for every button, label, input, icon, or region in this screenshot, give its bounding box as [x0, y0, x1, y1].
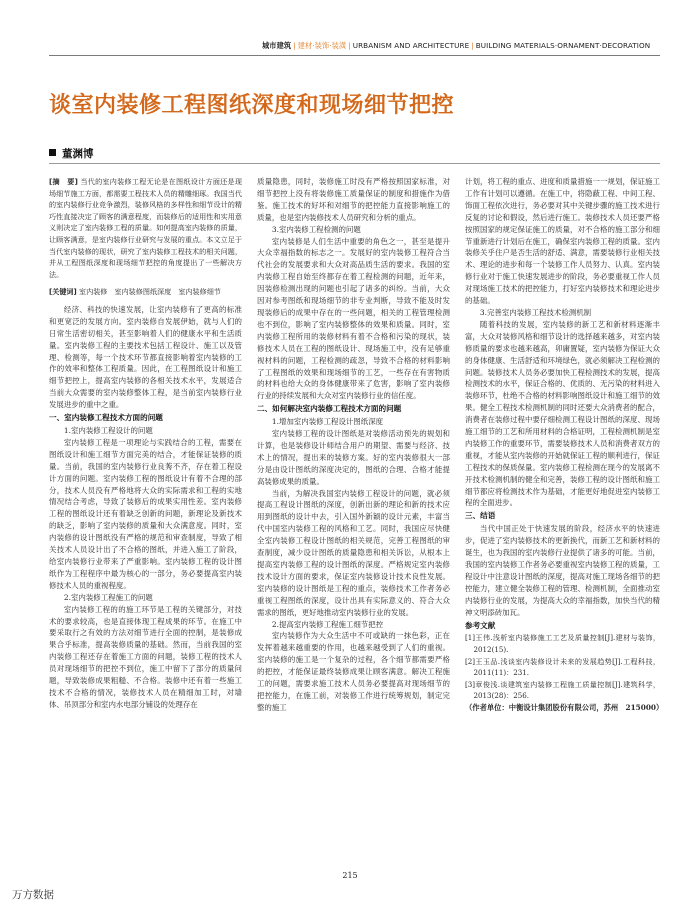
- subsection-1-2-heading: 2.室内装修工程施工的问题: [63, 592, 153, 602]
- running-header: [262, 41, 660, 53]
- reference-item: [2]王玉品.浅谈室内装修设计未来的发展趋势[J].工程科技，2011(11)：231.: [465, 656, 660, 678]
- section-1-heading: 一、室内装修工程技术方面的问题: [49, 413, 163, 423]
- paragraph-1-3: 室内装修是人们生活中重要的角色之一，甚至是提升大众幸福指数的标志之一。发展好的室内装修工程符合当代社会的发展要求和大众对高品质生活的要求。我国的室内装修工程自始至终都存在着工程检测的问题，近年来，因装修检测出现的问题也引起了诸多的纠纷。当前，大众因对参考图纸和现场细节的非专业判断，导致不能及时发现装修后的成果中存在的一些问题，相关的工程管理检测也不到位，影响了室内装修整体的效果和质量。同时，室内装修工程所用的装修材料有着不合格和污染的现状，装修技术人员在工程的图纸设计、现场施工中，没有足够重视材料的问题，工程检测的疏忽，导致不合格的材料影响了工程图纸的效果和现场细节的工艺，一些存在有害物质的材料也给大众的身体健康带来了危害，影响了室内装修行业的持续发展和大众对室内装修行业的信任度。: [257, 236, 450, 401]
- author-affiliation: （作者单位：中衡设计集团股份有限公司，苏州 215000）: [465, 703, 664, 712]
- keywords: [49, 286, 242, 298]
- article-title: 谈室内装修工程图纸深度和现场细节把控: [49, 93, 455, 118]
- header-journal-name: 城市建筑: [262, 41, 292, 50]
- abstract-label: [摘 要]: [49, 177, 78, 186]
- author-line: [49, 146, 94, 161]
- header-rule: [49, 55, 660, 56]
- paragraph-3: 当代中国正处于快速发展的阶段，经济水平的快速进步，促进了室内装修技术的更新换代，而新工艺和新材料的诞生，也为我国的室内装修行业提供了诸多的可能。当前，我国的室内装修工作者务必要重视室内装修工程的质量，工程设计中注意设计图纸的深度，提高对施工现场各细节的把控能力，建立健全装修工程的管理、检测机制，全面推动室内装修行业的发展，为提高大众的幸福指数，加快当代的精神文明添砖加瓦。: [465, 524, 660, 617]
- header-category: 建材·装饰·装潢: [297, 41, 347, 50]
- page-number: 215: [342, 871, 358, 880]
- subsection-1-1-heading: 1.室内装修工程设计的问题: [63, 426, 153, 435]
- keywords-text: 室内装修 室内装修图纸深度 室内装修细节: [79, 287, 221, 297]
- column-3: [465, 176, 664, 714]
- subsection-1-3-heading: 3.室内装修工程检测的问题: [271, 224, 361, 234]
- header-separator: |: [471, 41, 474, 50]
- keywords-label: [关键词]: [49, 287, 77, 297]
- section-2-heading: 二、如何解决室内装修工程技术方面的问题: [257, 404, 402, 414]
- paragraph-1-2-continued: 质量隐患，同时，装修施工时没有严格按照国家标准，对细节把控上没有将装修施工质量保证的制度和措施作为借鉴。施工技术的好坏和对细节的把控能力直接影响施工的质量，也是室内装修技术人员研究和分析的重点。: [257, 177, 450, 222]
- column-1: [49, 176, 242, 711]
- paragraph-1-2: 室内装修工程的的施工环节是工程的关键部分，对技术的要求较高，也是直接体现工程成果的环节。在施工中要采取行之有效的方法对细节进行全面的控制，是装修成果合乎标准，提高装修质量的基础。然而，当前我国的室内装修工程还存在着施工方面的问题，装修工程的技术人员对现场细节的把控不到位，施工中留下了部分的质量问题，导致装修成果粗糙、不合格。装修中还有着一些施工技术不合格的情况，装修技术人员在精细加工时，对墙体、吊顶部分和室内水电部分铺设的处理存在: [49, 604, 242, 709]
- paragraph-2-3: 随着科技的发展，室内装修的新工艺和新材料逐渐丰富，大众对装修风格和细节设计的选择越来越多，对室内装修质量的要求也越来越高，卯庸置疑，室内装修为保证大众的身体健康、生活舒适和环境绿色，就必须解决工程检测的问题。装修技术人员务必要加快工程检测技术的发展，提高检测技术的水平，保证合格的、优质的、无污染的材料进入装修环节，杜绝不合格的材料影响图纸设计和施工细节的效果。健全工程技术检测机制的同时还要大众消费者的配合，消费者在装修过程中要仔细检测工程设计图纸的深度、现场施工细节的工艺和所用材料的合格证明，工程检测机制是室内装修工作的重要环节，需要装修技术人员和消费者双方的重视，才能从室内装修的开始就保证工程的顺利进行，保证工程技术的保质保量。室内装修工程检测在现今的发展离不开技术检测机制的健全和完善，装修工程的设计图纸和施工细节都应将检测技术作为基础，才能更好地促进室内装修工程的全面进步。: [465, 319, 660, 508]
- abstract-text: 当代的室内装修工程无论是在图纸设计方面还是现场细节施工方面，都需要工程技术人员的精雕细琢。我国当代的室内装修行业竞争激烈，装修风格的多样性和细节设计的精巧性直接决定了顾客的满意程度，而装修后的适用性和实用意义则决定了室内装修工程的质量。如何提高室内装修的质量，让顾客满意，是室内装修行业研究与发展的重点。本文立足于当代室内装修的现状，研究了室内装修工程技术的相关问题，并从工程图纸深度和现场细节把控的角度提出了一些解决方法。: [49, 177, 242, 279]
- subsection-2-1-heading: 1.增加室内装修工程设计图纸深度: [271, 417, 384, 427]
- reference-item: [1]王伟.浅析室内装修施工工艺及质量控制[J].建材与装饰，2012(15).: [465, 633, 660, 655]
- author-rule: [49, 163, 660, 164]
- subsection-2-2-heading: 2.提高室内装修工程施工细节把控: [271, 619, 384, 629]
- square-bullet-icon: [49, 149, 56, 156]
- paragraph-2-1b: 当前，为解决我国室内装修工程设计的问题，就必须提高工程设计图纸的深度，创新出新的理论和新的技术应用到图纸的设计中去，引入国外新颖的设计元素，丰富当代中国室内装修工程的风格和工艺。同时，我国应尽快健全室内装修工程设计图纸的相关规范，完善工程图纸的审查制度，减少设计图纸的质量隐患和相关诉讼，从根本上提高室内装修工程的设计图纸的深度。严格规定室内装修技术设计方面的要求，保证室内装修设计技术良性发展。室内装修的设计图纸是工程的重点，装修技术工作者务必重视工程图纸的深度，设计出具有实际意义的、符合大众需求的图纸，更好地推动室内装修行业的发展。: [257, 488, 450, 617]
- header-separator: |: [348, 41, 351, 50]
- abstract: [49, 176, 242, 280]
- paragraph-2-2-continued: 计划，将工程的重点、进度和质量措施一一规划，保证施工工作有计划可以遵循。在施工中，将隐蔽工程、中间工程、饰面工程依次进行，务必要对其中关键步骤的施工技术进行反复的讨论和假设，然后进行施工。装修技术人员还要严格按照国家的规定保证施工的质量，对不合格的施工部分和细节重新进行计划后在施工，确保室内装修工程的质量。室内装修关乎住户是否生活的舒适、满意，需要装修行业相关技术、理论的进步和每一个装修工作人员努力、认真。室内装修行业对于施工快速发展进步的阶段，务必要重视工作人员对现场施工技术的把控能力，打好室内装修技术和理论进步的基础。: [465, 177, 660, 306]
- paragraph-2-1a: 室内装修工程的设计图纸是对装修活动预先的规划和计算，也是装修设计师结合用户的期望、需要与经济、技术上的情况，提出来的装修方案。好的室内装修很大一部分是由设计图纸的深度决定的，图纸的合理、合格才能提高装修成果的质量。: [257, 429, 450, 486]
- intro-paragraph: 经济、科技的快速发展，让室内装修有了更高的标准和更宽泛的发展方向。室内装修自发展伊始，就与人们的日常生活密切相关，甚至影响着人们的健康水平和生活质量。室内装修工程的主要技术包括工程设计、施工以及管理、检测等，每一个技术环节都直接影响着室内装修的工作的效率和整体工程质量。因此，在工程图纸设计和施工细节把控上，提高室内装修的各相关技术水平，发展适合当前大众需要的室内装修整体工程，是当前室内装修行业发展进步的重中之重。: [49, 304, 242, 410]
- paragraph-2-2: 室内装修作为大众生活中不可或缺的一抹色彩，正在发挥着越来越重要的作用，也越来越受到了人们的重视。室内装修的施工是一个复杂的过程，各个细节都需要严格的把控，才能保证最终装修成果让顾客满意。解决工程施工的问题，需要求施工技术人员务必要提高对现场细节的把控能力，在施工前，对装修工作进行统筹规划，制定完整的施工: [257, 631, 450, 712]
- column-2: [257, 176, 450, 714]
- reference-item: [3]章俊浅.谈建筑室内装修工程施工质量控制[J].建筑科学，2013(28)：256.: [465, 679, 660, 701]
- header-english-2: BUILDING MATERIALS·ORNAMENT·DECORATION: [475, 41, 651, 50]
- references-heading: 参考文献: [465, 620, 496, 630]
- subsection-2-3-heading: 3.完善室内装修工程技术检测机制: [479, 307, 592, 317]
- header-separator: |: [293, 41, 296, 50]
- header-english-1: URBANISM AND ARCHITECTURE: [352, 41, 470, 50]
- database-watermark: 万方数据: [12, 889, 54, 901]
- section-3-heading: 三、结语: [465, 511, 496, 521]
- paragraph-1-1: 室内装修工程是一项理论与实践结合的工程，需要在图纸设计和施工细节方面完美的结合，才能保证装修的质量。当前，我国的室内装修行业良莠不齐，存在着工程设计方面的问题。室内装修工程的图纸设计有着不合理的部分，技术人员没有严格地将大众的实际需求和工程的实地情况结合考虑，导致了装修后的成果实用性差。室内装修工程的图纸设计还有着缺乏创新的问题，新理论及新技术的缺乏，影响了室内装修的质量和大众满意度。同时，室内装修的设计图纸没有严格的规范和审查制度，导致了相关技术人员设计出了不合格的图纸，并进入施工了阶段，给室内装修行业带来了严重影响。室内装修工程的设计图纸作为工程程序中最为核心的一部分，务必要提高室内装修技术人员的重视程度。: [49, 437, 242, 590]
- author-name: 董渊博: [62, 148, 94, 160]
